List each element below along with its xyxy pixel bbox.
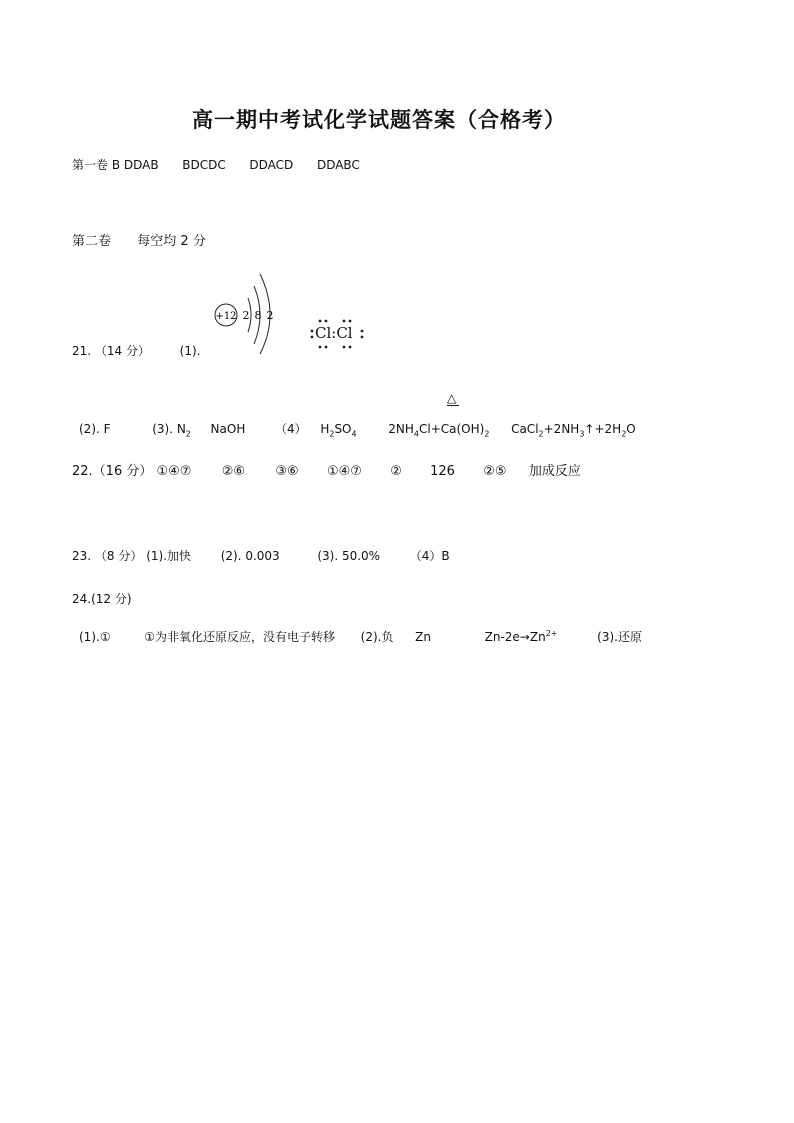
q22-line xyxy=(72,460,581,479)
nucleus-charge: +12 xyxy=(215,311,237,322)
q24-answer-3: (3).还原 xyxy=(597,630,642,644)
part2-label: 第二卷 xyxy=(72,234,112,249)
page-title: 高一期中考试化学试题答案（合格考） xyxy=(192,107,566,132)
q21-part2: (2). F xyxy=(79,422,111,436)
q23-answer-3: (3). 50.0% xyxy=(317,549,381,563)
part1-line xyxy=(72,156,360,173)
q21-part3-naoh: NaOH xyxy=(210,422,246,436)
q21-part1-label: (1). xyxy=(179,344,201,358)
q21-equation-products: $CaCl_2+2NH_3↑+2H_2O$ xyxy=(511,422,636,439)
q21-header xyxy=(72,342,200,359)
mg-atom-structure-diagram xyxy=(208,268,288,356)
q23-number: 23. xyxy=(72,549,92,563)
shell-count-1: 2 xyxy=(242,309,250,322)
part1-answer-3: DDACD xyxy=(249,158,294,172)
q24-label: 24.(12 分) xyxy=(72,592,132,606)
part2-note: 每空均 2 分 xyxy=(137,234,206,249)
q23-score: （8 分） xyxy=(94,549,143,563)
q23-answer-2: (2). 0.003 xyxy=(220,549,280,563)
q24-half-reaction: $Zn-2e\to Zn^{2+}$ xyxy=(484,629,558,644)
q21-number: 21. xyxy=(72,344,92,358)
q24-answer-1-reason: ①为非氧化还原反应，没有电子转移 xyxy=(144,630,335,644)
q22-answer-5: ② xyxy=(390,464,402,479)
heat-delta: △ xyxy=(447,391,457,405)
q23-answer-4: （4）B xyxy=(409,549,450,563)
electron-dot-text: Cl:Cl xyxy=(315,324,353,342)
equals-line xyxy=(447,405,459,406)
q23-line xyxy=(72,547,450,564)
q22-answer-7: ②⑤ xyxy=(483,464,507,479)
q22-answer-1: ①④⑦ xyxy=(156,464,192,479)
q21-h2so4: $H_2SO_4$ xyxy=(320,422,357,439)
q24-answers-line xyxy=(79,628,642,645)
q23-answer-1: (1).加快 xyxy=(146,549,192,563)
part2-line xyxy=(72,230,206,249)
q24-answer-1: (1).① xyxy=(79,630,111,644)
part1-answer-4: DDABC xyxy=(316,158,360,172)
q22-answer-3: ③⑥ xyxy=(275,464,299,479)
q22-answer-8: 加成反应 xyxy=(528,464,581,479)
shell-count-2: 8 xyxy=(254,309,262,322)
part1-answer-2: BDCDC xyxy=(182,158,226,172)
q22-label: 22.（16 分） xyxy=(72,464,153,479)
electron-dots xyxy=(310,318,366,350)
part1-answer-1: B DDAB xyxy=(111,158,159,172)
q24-answer-2: (2).负 xyxy=(360,630,394,644)
part1-label: 第一卷 xyxy=(72,158,109,172)
reaction-condition-heat xyxy=(447,391,456,405)
q21-score: （14 分） xyxy=(94,344,151,358)
q21-answers-line xyxy=(79,420,636,438)
shell-count-3: 2 xyxy=(266,309,274,322)
q24-answer-2-zn: Zn xyxy=(415,630,431,644)
cl2-electron-dot-formula xyxy=(310,318,366,350)
q21-part4-label: （4） xyxy=(275,422,307,436)
q22-answer-2: ②⑥ xyxy=(221,464,246,479)
q22-answer-6: 126 xyxy=(430,464,455,479)
q21-equation-reactants: $2NH_4Cl+Ca(OH)_2$ xyxy=(388,422,490,439)
q21-part3-n2: (3). $N_2$ xyxy=(152,422,191,439)
q22-answer-4: ①④⑦ xyxy=(326,464,362,479)
